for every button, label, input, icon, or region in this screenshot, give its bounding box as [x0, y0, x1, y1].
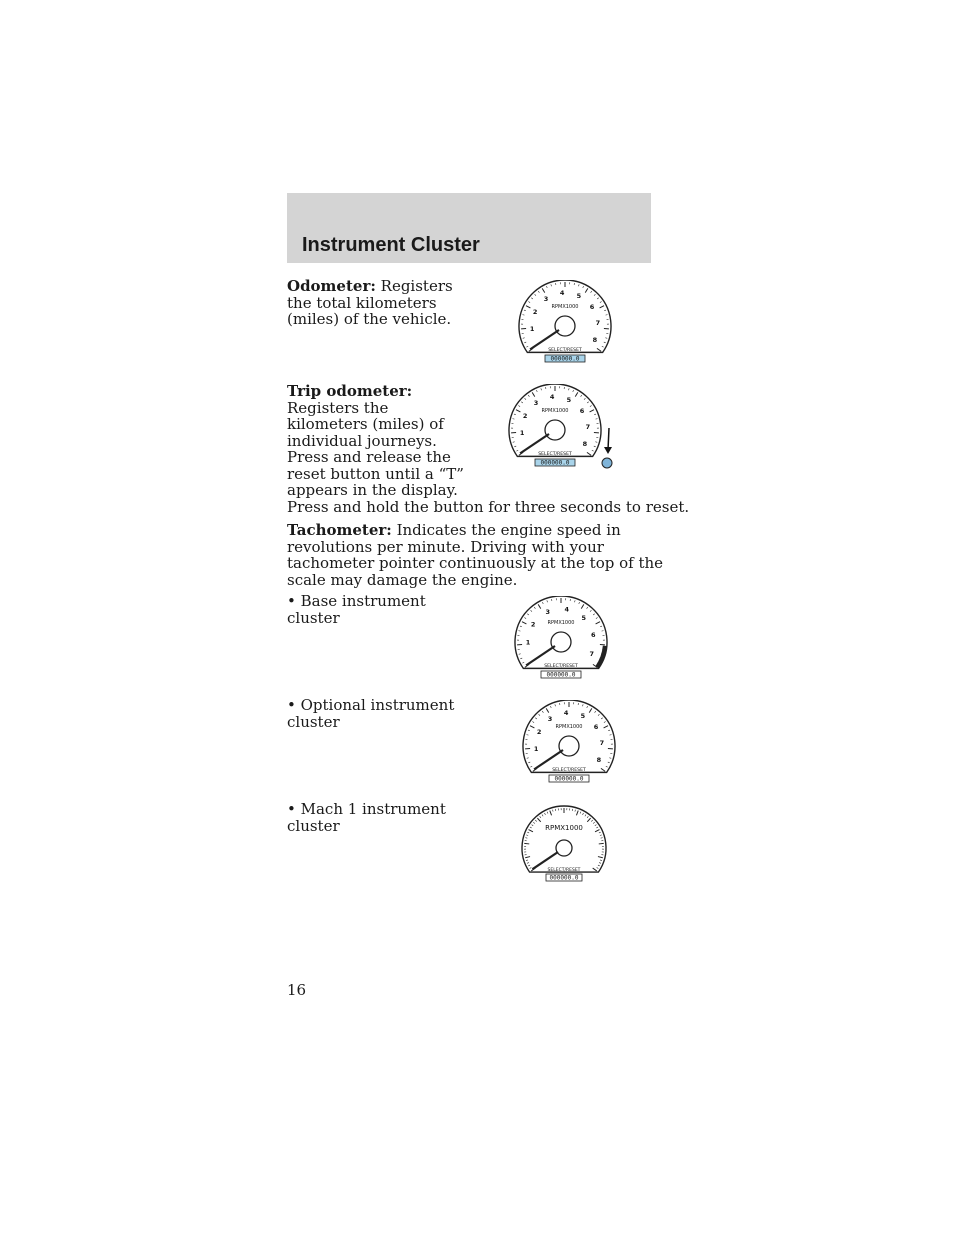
page-title: Instrument Cluster [302, 234, 480, 256]
select-reset-label: SELECT/RESET [547, 868, 581, 873]
gauge-tick [599, 843, 604, 844]
select-reset-label: SELECT/RESET [538, 452, 572, 457]
arrow-head-icon [604, 447, 612, 454]
trip-odometer-paragraph [287, 383, 689, 515]
select-reset-label: SELECT/RESET [548, 348, 582, 353]
tachometer-gauge-svg [516, 700, 622, 792]
trip-line: individual journeys. [287, 431, 437, 450]
odometer-line: the total kilometers [287, 293, 437, 312]
scale-label: 6 [589, 303, 595, 312]
odometer-tachometer-image [512, 280, 618, 372]
bullet-line: • Optional instrument [287, 696, 455, 714]
gauge-unit-label: RPMX1000 [551, 304, 579, 310]
odometer-digits: 000000.0 [554, 775, 584, 783]
trip-line: kilometers (miles) of [287, 415, 444, 433]
mach1-cluster-bullet [287, 801, 446, 834]
scale-label: 1 [525, 638, 531, 647]
odometer-paragraph [287, 278, 453, 328]
base-cluster-bullet [287, 593, 426, 626]
tachometer-gauge-svg [502, 384, 620, 476]
optional-cluster-tachometer-image [516, 700, 622, 792]
reset-button [602, 458, 612, 468]
select-reset-label: SELECT/RESET [552, 768, 586, 773]
scale-label: 6 [593, 723, 599, 732]
scale-label: 1 [529, 324, 535, 333]
scale-label: 4 [564, 605, 569, 614]
gauge-unit-label: RPMX1000 [541, 408, 569, 414]
scale-label: 2 [522, 412, 528, 421]
odometer-line: Registers [375, 277, 453, 295]
gauge-face [522, 806, 606, 872]
odometer-line: (miles) of the vehicle. [287, 310, 452, 328]
scale-label: 7 [589, 649, 595, 658]
odometer-digits: 000000.0 [549, 874, 579, 882]
scale-label: 6 [590, 630, 596, 639]
bullet-line: cluster [287, 712, 340, 731]
mach1-cluster-tachometer-image [516, 804, 612, 888]
scale-label: 7 [599, 739, 605, 748]
needle-hub [551, 632, 571, 652]
gauge-unit-label: RPMX1000 [547, 620, 575, 626]
trip-line: Registers the [287, 398, 389, 417]
scale-label: 1 [533, 744, 539, 753]
gauge-unit-label: RPMX1000 [545, 824, 583, 832]
tach-line: revolutions per minute. Driving with your [287, 537, 604, 556]
scale-label: 2 [530, 620, 536, 629]
gauge-tick [524, 843, 529, 844]
trip-line: appears in the display. [287, 481, 458, 499]
scale-label: 8 [596, 755, 602, 764]
scale-label: 4 [559, 289, 565, 298]
tach-line: Indicates the engine speed in [391, 521, 621, 539]
needle-hub [559, 736, 579, 756]
odometer-digits: 000000.0 [550, 355, 580, 363]
scale-label: 8 [582, 439, 588, 448]
scale-label: 8 [592, 335, 598, 344]
base-cluster-tachometer-image [508, 596, 614, 688]
odometer-digits: 000000.0 [546, 671, 576, 679]
section-header [287, 193, 651, 263]
gauge-unit-label: RPMX1000 [555, 724, 583, 730]
scale-label: 6 [579, 407, 585, 416]
trip-line: Press and release the [287, 448, 451, 466]
scale-label: 7 [595, 319, 601, 328]
tachometer-term: Tachometer: [287, 521, 392, 539]
needle-hub [555, 316, 575, 336]
tachometer-paragraph [287, 522, 663, 588]
scale-label: 3 [545, 607, 550, 616]
scale-label: 3 [543, 294, 549, 303]
scale-label: 3 [533, 398, 539, 407]
scale-label: 1 [519, 428, 525, 437]
scale-label: 3 [547, 714, 553, 723]
scale-label: 2 [536, 728, 542, 737]
scale-label: 5 [580, 712, 586, 721]
needle-hub [545, 420, 565, 440]
odometer-digits: 000000.0 [540, 459, 570, 467]
arrow-icon [608, 428, 609, 450]
trip-odometer-term: Trip odometer: [287, 382, 413, 400]
tach-line: scale may damage the engine. [287, 570, 518, 589]
scale-label: 4 [563, 709, 569, 718]
bullet-line: cluster [287, 608, 340, 627]
optional-cluster-bullet [287, 697, 454, 730]
tachometer-gauge-svg [516, 804, 612, 888]
scale-label: 4 [549, 393, 555, 402]
tachometer-gauge-svg [508, 596, 614, 688]
scale-label: 5 [566, 396, 572, 405]
scale-label: 5 [581, 614, 587, 623]
scale-label: 7 [585, 423, 591, 432]
bullet-line: cluster [287, 816, 340, 835]
trip-odometer-tachometer-image [502, 384, 620, 476]
trip-line: Press and hold the button for three seconds to reset. [287, 497, 690, 516]
scale-label: 5 [576, 292, 582, 301]
needle-hub [556, 840, 572, 856]
bullet-line: • Base instrument [287, 592, 426, 610]
bullet-line: • Mach 1 instrument [287, 800, 446, 818]
tachometer-gauge-svg [512, 280, 618, 372]
trip-line: reset button until a “T” [287, 464, 464, 483]
tach-line: tachometer pointer continuously at the top of the [287, 554, 664, 572]
select-reset-label: SELECT/RESET [544, 664, 578, 669]
page-number: 16 [287, 981, 307, 999]
odometer-term: Odometer: [287, 277, 376, 295]
scale-label: 2 [532, 308, 538, 317]
